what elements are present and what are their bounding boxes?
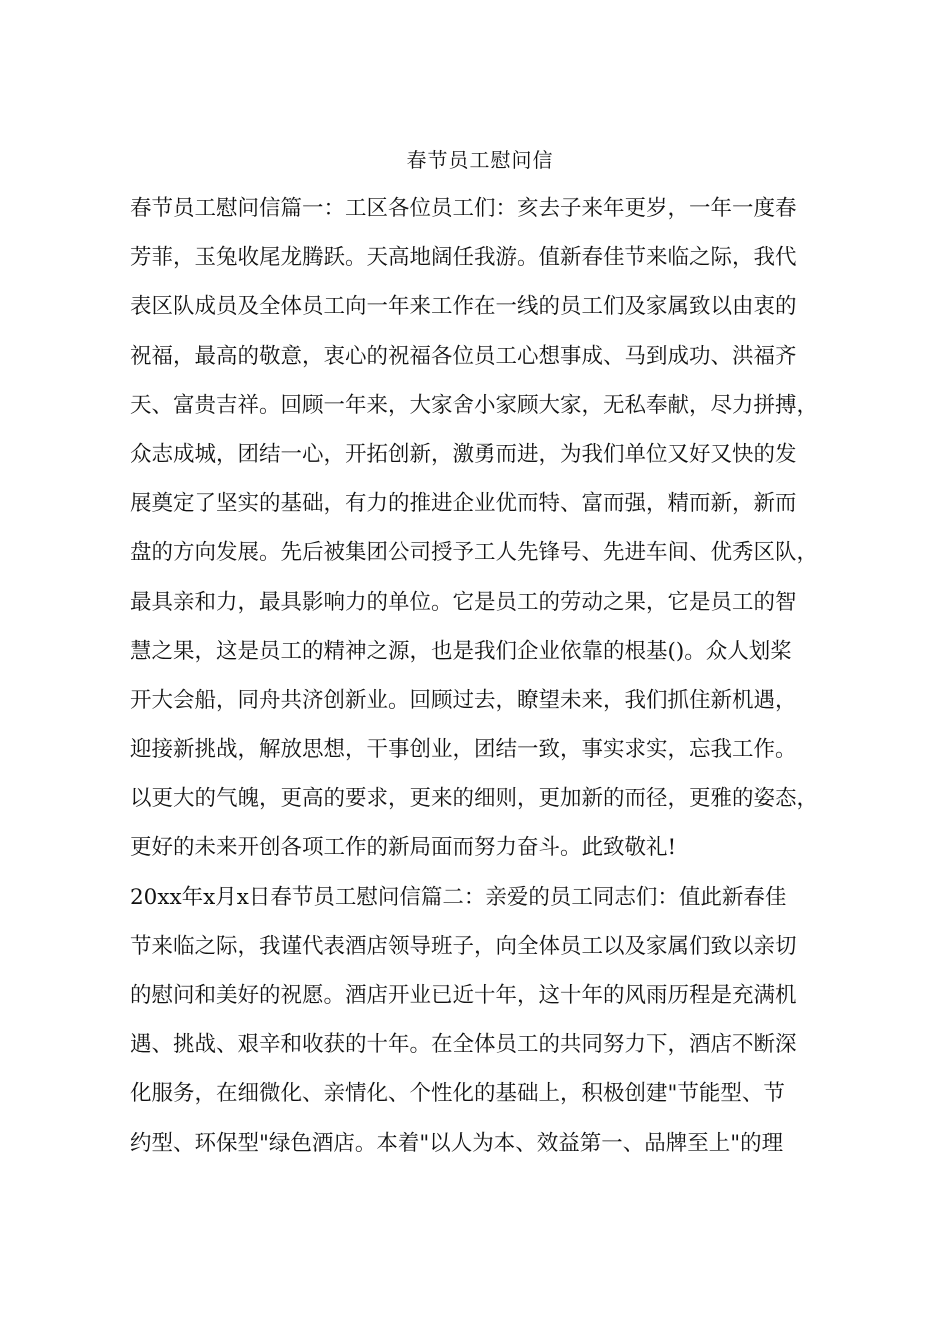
body-line: 的慰问和美好的祝愿。酒店开业已近十年，这十年的风雨历程是充满机 bbox=[130, 983, 797, 1008]
body-line: 众志成城，团结一心，开拓创新，激勇而进，为我们单位又好又快的发 bbox=[130, 441, 797, 467]
body-line: 化服务，在细微化、亲情化、个性化的基础上，积极创建"节能型、节 bbox=[130, 1081, 785, 1107]
body-line: 更好的未来开创各项工作的新局面而努力奋斗。此致敬礼! bbox=[130, 835, 677, 861]
body-line: 芳菲，玉兔收尾龙腾跃。天高地阔任我游。值新春佳节来临之际，我代 bbox=[130, 245, 797, 271]
body-line: 开大会船，同舟共济创新业。回顾过去，瞭望未来，我们抓住新机遇， bbox=[130, 687, 797, 713]
body-line: 盘的方向发展。先后被集团公司授予工人先锋号、先进车间、优秀区队， bbox=[130, 540, 819, 566]
document-page bbox=[130, 136, 830, 1168]
body-line: 表区队成员及全体员工向一年来工作在一线的员工们及家属致以由衷的 bbox=[130, 294, 797, 320]
body-line: 春节员工慰问信篇一：工区各位员工们：亥去子来年更岁，一年一度春 bbox=[130, 196, 797, 221]
body-line: 最具亲和力，最具影响力的单位。它是员工的劳动之果，它是员工的智 bbox=[130, 589, 797, 615]
body-line: 祝福，最高的敬意，衷心的祝福各位员工心想事成、马到成功、洪福齐 bbox=[130, 343, 797, 369]
body-line: 节来临之际，我谨代表酒店领导班子，向全体员工以及家属们致以亲切 bbox=[130, 933, 797, 959]
document-body bbox=[130, 184, 830, 1168]
body-line: 遇、挑战、艰辛和收获的十年。在全体员工的共同努力下，酒店不断深 bbox=[130, 1032, 797, 1058]
body-line: 天、富贵吉祥。回顾一年来，大家舍小家顾大家，无私奉献，尽力拼搏， bbox=[130, 392, 819, 418]
document-title: 春节员工慰问信 bbox=[406, 148, 554, 172]
body-line: 以更大的气魄，更高的要求，更来的细则，更加新的而径，更雅的姿态， bbox=[130, 786, 819, 812]
body-line: 慧之果，这是员工的精神之源，也是我们企业依靠的根基()。众人划桨 bbox=[130, 638, 792, 664]
body-line: 迎接新挑战，解放思想，干事创业，团结一致，事实求实，忘我工作。 bbox=[130, 737, 797, 763]
body-line: 20xx年x月x日春节员工慰问信篇二：亲爱的员工同志们：值此新春佳 bbox=[130, 884, 787, 910]
body-line: 约型、环保型"绿色酒店。本着"以人为本、效益第一、品牌至上"的理 bbox=[130, 1130, 784, 1156]
body-line: 展奠定了坚实的基础，有力的推进企业优而特、富而强，精而新，新而 bbox=[130, 491, 797, 517]
